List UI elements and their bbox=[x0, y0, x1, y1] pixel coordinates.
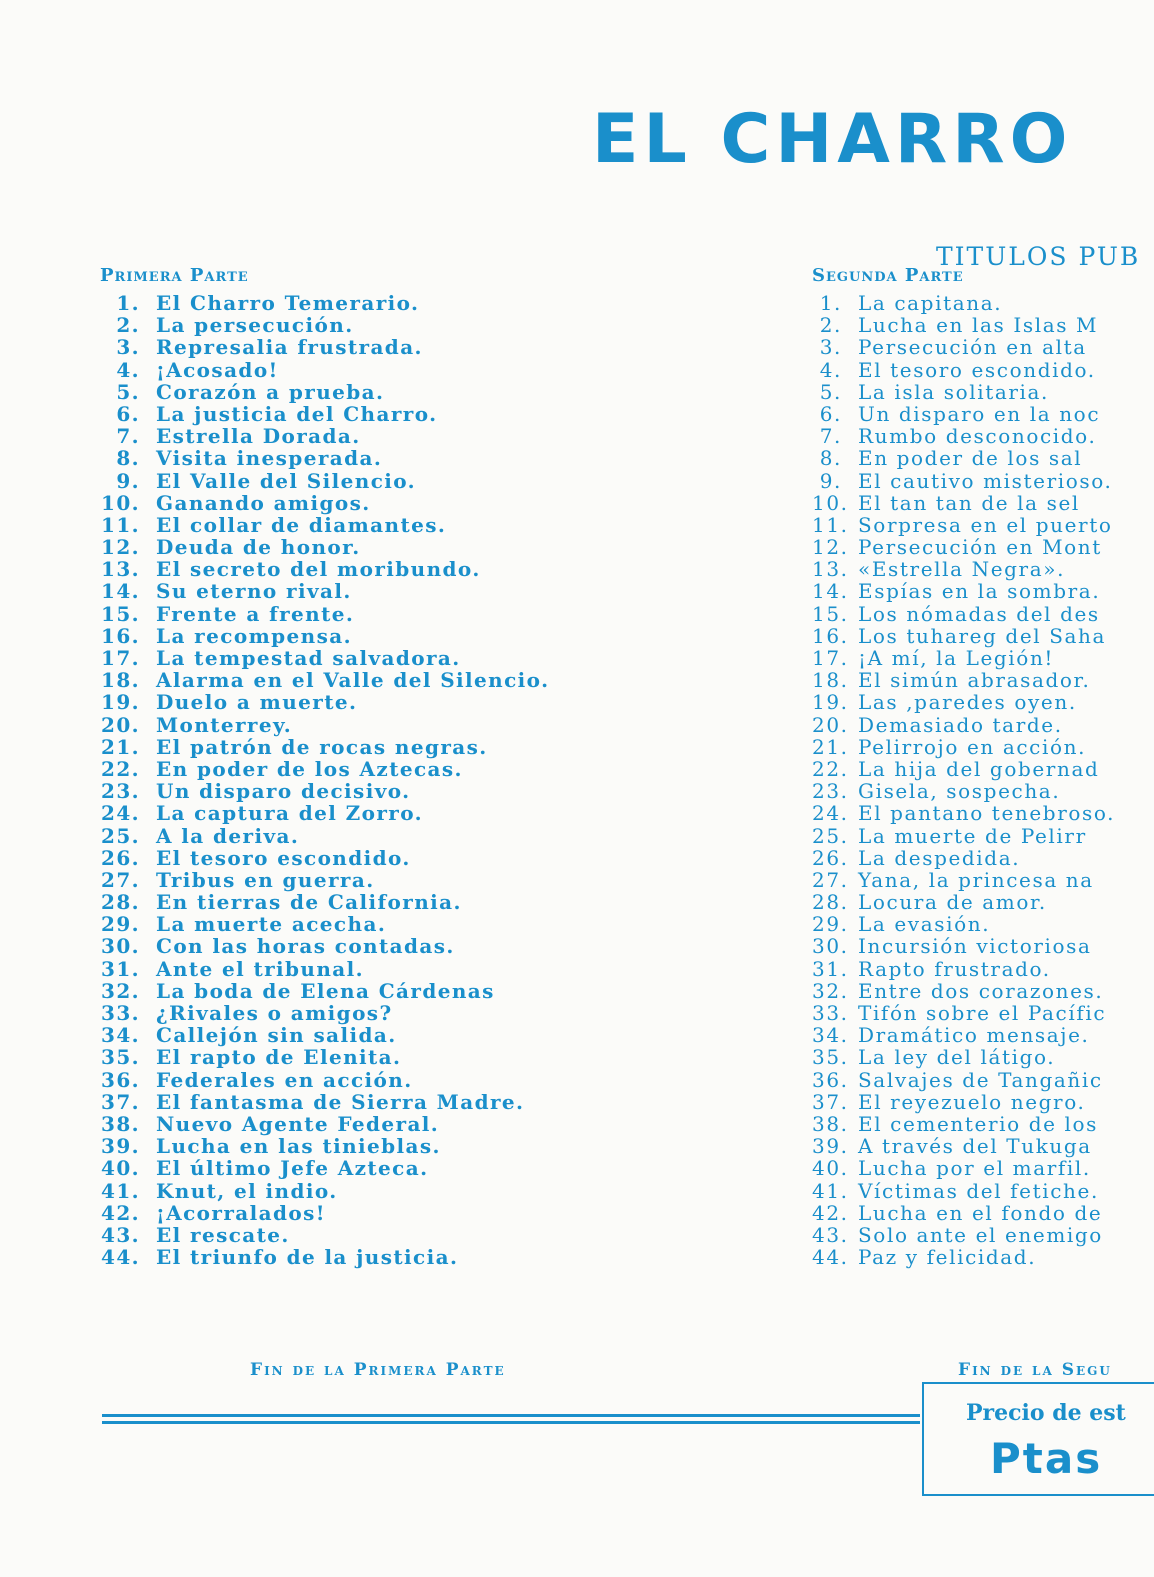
price-label: Precio de est bbox=[966, 1400, 1126, 1426]
list-item bbox=[812, 802, 1115, 824]
list-item bbox=[100, 869, 549, 891]
list-item bbox=[100, 625, 549, 647]
list-item bbox=[812, 758, 1115, 780]
item-title: El último Jefe Azteca. bbox=[156, 1156, 429, 1181]
item-number: 3. bbox=[819, 335, 842, 360]
item-title: «Estrella Negra». bbox=[858, 557, 1066, 582]
item-title: Duelo a muerte. bbox=[156, 690, 358, 715]
item-number: 24. bbox=[812, 801, 849, 826]
item-title: Rumbo desconocido. bbox=[858, 424, 1097, 449]
item-number: 42. bbox=[812, 1200, 849, 1225]
list-item bbox=[812, 292, 1115, 314]
item-title: Callejón sin salida. bbox=[156, 1023, 397, 1048]
item-number: 43. bbox=[812, 1222, 849, 1247]
list-item bbox=[100, 1069, 549, 1091]
item-number: 11. bbox=[812, 512, 849, 537]
item-title: Corazón a prueba. bbox=[156, 379, 385, 404]
item-number: 8. bbox=[116, 446, 140, 471]
item-title: La persecución. bbox=[156, 313, 354, 338]
list-item bbox=[100, 403, 549, 425]
item-number: 40. bbox=[101, 1156, 140, 1181]
segunda-parte-heading: Segunda Parte bbox=[812, 265, 964, 286]
item-title: El secreto del moribundo. bbox=[156, 557, 481, 582]
item-number: 16. bbox=[101, 623, 140, 648]
item-title: La despedida. bbox=[858, 845, 1021, 870]
list-item bbox=[100, 1113, 549, 1135]
item-title: Yana, la princesa na bbox=[858, 867, 1094, 892]
item-title: A la deriva. bbox=[156, 823, 300, 848]
list-item bbox=[100, 359, 549, 381]
item-number: 44. bbox=[812, 1245, 849, 1270]
item-number: 39. bbox=[101, 1134, 140, 1159]
item-title: El triunfo de la justicia. bbox=[156, 1245, 459, 1270]
item-title: Su eterno rival. bbox=[156, 579, 352, 604]
item-title: Espías en la sombra. bbox=[858, 579, 1101, 604]
item-title: ¡Acorralados! bbox=[156, 1200, 326, 1225]
item-number: 43. bbox=[101, 1222, 140, 1247]
list-item bbox=[100, 447, 549, 469]
item-title: Salvajes de Tangañic bbox=[858, 1067, 1103, 1092]
item-number: 5. bbox=[819, 379, 842, 404]
item-title: En poder de los sal bbox=[858, 446, 1083, 471]
list-item bbox=[812, 958, 1115, 980]
list-item bbox=[100, 647, 549, 669]
list-item bbox=[100, 1091, 549, 1113]
list-item bbox=[812, 359, 1115, 381]
item-title: Dramático mensaje. bbox=[858, 1023, 1090, 1048]
item-number: 38. bbox=[812, 1111, 849, 1136]
item-number: 16. bbox=[812, 623, 849, 648]
item-title: Lucha en las tinieblas. bbox=[156, 1134, 441, 1159]
list-item bbox=[812, 825, 1115, 847]
item-number: 36. bbox=[101, 1067, 140, 1092]
list-item bbox=[812, 514, 1115, 536]
item-title: Rapto frustrado. bbox=[858, 956, 1051, 981]
item-number: 14. bbox=[101, 579, 140, 604]
item-number: 18. bbox=[101, 668, 140, 693]
list-item bbox=[100, 558, 549, 580]
item-number: 12. bbox=[101, 535, 140, 560]
item-title: Víctimas del fetiche. bbox=[858, 1178, 1099, 1203]
item-title: Entre dos corazones. bbox=[858, 978, 1104, 1003]
item-number: 20. bbox=[101, 712, 140, 737]
list-item bbox=[100, 714, 549, 736]
item-title: Los nómadas del des bbox=[858, 601, 1100, 626]
fin-primera-parte: Fin de la Primera Parte bbox=[250, 1360, 506, 1380]
item-title: El Charro Temerario. bbox=[156, 291, 420, 315]
item-number: 8. bbox=[819, 446, 842, 471]
double-rule-divider bbox=[102, 1414, 920, 1424]
item-number: 4. bbox=[819, 357, 842, 382]
item-number: 27. bbox=[812, 867, 849, 892]
list-item bbox=[812, 1224, 1115, 1246]
item-title: El rescate. bbox=[156, 1222, 290, 1247]
list-item bbox=[100, 470, 549, 492]
item-number: 41. bbox=[812, 1178, 849, 1203]
list-item bbox=[100, 958, 549, 980]
item-title: Las ,paredes oyen. bbox=[858, 690, 1077, 715]
list-item bbox=[812, 1046, 1115, 1068]
primera-parte-column bbox=[100, 265, 549, 1268]
list-item bbox=[812, 603, 1115, 625]
list-item bbox=[100, 1224, 549, 1246]
item-number: 21. bbox=[812, 734, 849, 759]
list-item bbox=[812, 447, 1115, 469]
item-number: 15. bbox=[101, 601, 140, 626]
item-title: ¿Rivales o amigos? bbox=[156, 1001, 393, 1025]
item-title: Pelirrojo en acción. bbox=[858, 734, 1087, 759]
item-number: 37. bbox=[812, 1089, 849, 1114]
list-item bbox=[100, 536, 549, 558]
item-title: Lucha en las Islas M bbox=[858, 313, 1099, 338]
list-item bbox=[812, 336, 1115, 358]
list-item bbox=[100, 492, 549, 514]
item-number: 30. bbox=[101, 934, 140, 959]
item-number: 6. bbox=[116, 401, 140, 426]
item-number: 19. bbox=[812, 690, 849, 715]
item-title: La isla solitaria. bbox=[858, 379, 1049, 404]
item-number: 44. bbox=[101, 1245, 140, 1270]
item-title: El cautivo misterioso. bbox=[858, 468, 1113, 493]
item-title: Deuda de honor. bbox=[156, 535, 361, 560]
item-number: 28. bbox=[812, 890, 849, 915]
item-number: 10. bbox=[101, 490, 140, 515]
item-number: 7. bbox=[116, 424, 140, 449]
item-title: Solo ante el enemigo bbox=[858, 1222, 1103, 1247]
item-number: 1. bbox=[819, 291, 842, 315]
item-number: 35. bbox=[101, 1045, 140, 1070]
item-title: El reyezuelo negro. bbox=[858, 1089, 1086, 1114]
list-item bbox=[100, 381, 549, 403]
list-item bbox=[812, 1202, 1115, 1224]
item-title: El collar de diamantes. bbox=[156, 512, 447, 537]
item-number: 7. bbox=[819, 424, 842, 449]
item-number: 3. bbox=[116, 335, 140, 360]
item-number: 19. bbox=[101, 690, 140, 715]
list-item bbox=[812, 869, 1115, 891]
list-item bbox=[100, 1246, 549, 1268]
item-title: El simún abrasador. bbox=[858, 668, 1091, 693]
item-number: 33. bbox=[101, 1001, 140, 1025]
list-item bbox=[812, 980, 1115, 1002]
segunda-parte-column bbox=[812, 265, 1115, 1268]
item-title: Un disparo en la noc bbox=[858, 401, 1101, 426]
item-title: Alarma en el Valle del Silencio. bbox=[156, 668, 550, 693]
item-title: Los tuhareg del Saha bbox=[858, 623, 1107, 648]
item-number: 17. bbox=[101, 646, 140, 670]
list-item bbox=[812, 1091, 1115, 1113]
list-item bbox=[812, 669, 1115, 691]
item-title: El cementerio de los bbox=[858, 1111, 1098, 1136]
subtitle: TITULOS PUB bbox=[936, 242, 1141, 271]
item-title: Sorpresa en el puerto bbox=[858, 512, 1113, 537]
item-number: 39. bbox=[812, 1134, 849, 1159]
item-number: 13. bbox=[812, 557, 849, 582]
list-item bbox=[100, 891, 549, 913]
list-item bbox=[100, 691, 549, 713]
item-title: Incursión victoriosa bbox=[858, 934, 1092, 959]
list-item bbox=[812, 1024, 1115, 1046]
price-value: Ptas bbox=[990, 1434, 1103, 1483]
list-item bbox=[812, 470, 1115, 492]
item-number: 35. bbox=[812, 1045, 849, 1070]
list-item bbox=[812, 403, 1115, 425]
item-number: 15. bbox=[812, 601, 849, 626]
item-number: 13. bbox=[101, 557, 140, 582]
list-item bbox=[812, 558, 1115, 580]
list-item bbox=[100, 736, 549, 758]
item-number: 29. bbox=[812, 912, 849, 937]
list-item bbox=[100, 980, 549, 1002]
item-title: La tempestad salvadora. bbox=[156, 646, 461, 670]
item-number: 1. bbox=[116, 291, 140, 315]
list-item bbox=[812, 847, 1115, 869]
item-title: La capitana. bbox=[858, 291, 1003, 315]
item-number: 34. bbox=[101, 1023, 140, 1048]
item-number: 12. bbox=[812, 535, 849, 560]
item-title: El tesoro escondido. bbox=[858, 357, 1096, 382]
primera-parte-list bbox=[100, 292, 549, 1268]
list-item bbox=[812, 1180, 1115, 1202]
list-item bbox=[812, 1002, 1115, 1024]
item-title: Persecución en alta bbox=[858, 335, 1087, 360]
list-item bbox=[812, 935, 1115, 957]
item-number: 31. bbox=[812, 956, 849, 981]
item-title: En tierras de California. bbox=[156, 890, 462, 915]
item-number: 41. bbox=[101, 1178, 140, 1203]
page-title: EL CHARRO bbox=[592, 100, 1073, 179]
item-title: Gisela, sospecha. bbox=[858, 779, 1061, 804]
item-number: 24. bbox=[101, 801, 140, 826]
item-title: La muerte de Pelirr bbox=[858, 823, 1087, 848]
item-number: 40. bbox=[812, 1156, 849, 1181]
item-number: 32. bbox=[101, 978, 140, 1003]
list-item bbox=[100, 1024, 549, 1046]
item-title: La boda de Elena Cárdenas bbox=[156, 978, 495, 1003]
item-number: 9. bbox=[116, 468, 140, 493]
item-number: 23. bbox=[812, 779, 849, 804]
item-title: Visita inesperada. bbox=[156, 446, 383, 471]
item-title: La hija del gobernad bbox=[858, 756, 1100, 781]
list-item bbox=[100, 1202, 549, 1224]
item-number: 22. bbox=[101, 756, 140, 781]
item-number: 42. bbox=[101, 1200, 140, 1225]
list-item bbox=[100, 1046, 549, 1068]
item-number: 34. bbox=[812, 1023, 849, 1048]
item-number: 11. bbox=[101, 512, 140, 537]
item-number: 2. bbox=[819, 313, 842, 338]
list-item bbox=[100, 514, 549, 536]
item-title: Paz y felicidad. bbox=[858, 1245, 1037, 1270]
item-number: 28. bbox=[101, 890, 140, 915]
item-title: La recompensa. bbox=[156, 623, 352, 648]
item-number: 37. bbox=[101, 1089, 140, 1114]
list-item bbox=[100, 292, 549, 314]
list-item bbox=[100, 1157, 549, 1179]
item-title: Monterrey. bbox=[156, 712, 293, 737]
item-title: La ley del látigo. bbox=[858, 1045, 1056, 1070]
list-item bbox=[812, 647, 1115, 669]
item-title: El pantano tenebroso. bbox=[858, 801, 1116, 826]
item-title: ¡Acosado! bbox=[156, 357, 279, 382]
segunda-parte-list bbox=[812, 292, 1115, 1268]
list-item bbox=[812, 714, 1115, 736]
item-title: El tesoro escondido. bbox=[156, 845, 411, 870]
item-number: 36. bbox=[812, 1067, 849, 1092]
list-item bbox=[100, 603, 549, 625]
list-item bbox=[100, 669, 549, 691]
item-title: El Valle del Silencio. bbox=[156, 468, 417, 493]
item-number: 22. bbox=[812, 756, 849, 781]
item-title: En poder de los Aztecas. bbox=[156, 756, 463, 781]
item-title: Ganando amigos. bbox=[156, 490, 371, 515]
item-number: 5. bbox=[116, 379, 140, 404]
list-item bbox=[812, 1157, 1115, 1179]
list-item bbox=[100, 825, 549, 847]
item-number: 6. bbox=[819, 401, 842, 426]
item-title: Federales en acción. bbox=[156, 1067, 413, 1092]
item-number: 20. bbox=[812, 712, 849, 737]
item-title: Lucha en el fondo de bbox=[858, 1200, 1103, 1225]
item-number: 4. bbox=[116, 357, 140, 382]
list-item bbox=[812, 891, 1115, 913]
list-item bbox=[100, 425, 549, 447]
item-number: 25. bbox=[812, 823, 849, 848]
list-item bbox=[812, 1069, 1115, 1091]
item-title: Persecución en Mont bbox=[858, 535, 1102, 560]
item-title: Un disparo decisivo. bbox=[156, 779, 411, 804]
list-item bbox=[812, 536, 1115, 558]
item-title: La captura del Zorro. bbox=[156, 801, 423, 826]
list-item bbox=[100, 913, 549, 935]
item-number: 18. bbox=[812, 668, 849, 693]
list-item bbox=[812, 1113, 1115, 1135]
list-item bbox=[812, 1135, 1115, 1157]
item-number: 31. bbox=[101, 956, 140, 981]
item-title: Nuevo Agente Federal. bbox=[156, 1111, 440, 1136]
item-title: ¡A mí, la Legión! bbox=[858, 646, 1055, 670]
list-item bbox=[100, 314, 549, 336]
item-title: Lucha por el marfil. bbox=[858, 1156, 1091, 1181]
list-item bbox=[812, 492, 1115, 514]
item-number: 9. bbox=[819, 468, 842, 493]
list-item bbox=[812, 580, 1115, 602]
list-item bbox=[100, 847, 549, 869]
list-item bbox=[100, 336, 549, 358]
list-item bbox=[100, 802, 549, 824]
item-number: 32. bbox=[812, 978, 849, 1003]
item-number: 17. bbox=[812, 646, 849, 670]
list-item bbox=[812, 381, 1115, 403]
item-number: 27. bbox=[101, 867, 140, 892]
item-title: La muerte acecha. bbox=[156, 912, 387, 937]
item-title: Locura de amor. bbox=[858, 890, 1047, 915]
list-item bbox=[812, 425, 1115, 447]
item-number: 29. bbox=[101, 912, 140, 937]
item-number: 38. bbox=[101, 1111, 140, 1136]
price-box bbox=[922, 1382, 1154, 1496]
item-number: 26. bbox=[101, 845, 140, 870]
item-title: El tan tan de la sel bbox=[858, 490, 1080, 515]
item-number: 23. bbox=[101, 779, 140, 804]
item-title: La evasión. bbox=[858, 912, 991, 937]
list-item bbox=[100, 758, 549, 780]
item-number: 33. bbox=[812, 1001, 849, 1025]
list-item bbox=[812, 780, 1115, 802]
item-title: El fantasma de Sierra Madre. bbox=[156, 1089, 525, 1114]
item-number: 10. bbox=[812, 490, 849, 515]
list-item bbox=[812, 1246, 1115, 1268]
list-item bbox=[100, 935, 549, 957]
item-number: 25. bbox=[101, 823, 140, 848]
item-number: 26. bbox=[812, 845, 849, 870]
list-item bbox=[812, 625, 1115, 647]
item-number: 14. bbox=[812, 579, 849, 604]
list-item bbox=[100, 580, 549, 602]
list-item bbox=[812, 691, 1115, 713]
list-item bbox=[100, 780, 549, 802]
item-number: 21. bbox=[101, 734, 140, 759]
item-title: Tifón sobre el Pacífic bbox=[858, 1001, 1107, 1025]
item-title: A través del Tukuga bbox=[858, 1134, 1092, 1159]
item-title: Knut, el indio. bbox=[156, 1178, 338, 1203]
list-item bbox=[100, 1180, 549, 1202]
item-number: 30. bbox=[812, 934, 849, 959]
item-title: Tribus en guerra. bbox=[156, 867, 375, 892]
item-title: Demasiado tarde. bbox=[858, 712, 1063, 737]
item-title: La justicia del Charro. bbox=[156, 401, 438, 426]
item-number: 2. bbox=[116, 313, 140, 338]
item-title: Con las horas contadas. bbox=[156, 934, 455, 959]
item-title: El rapto de Elenita. bbox=[156, 1045, 402, 1070]
item-title: El patrón de rocas negras. bbox=[156, 734, 488, 759]
fin-segunda-parte: Fin de la Segu bbox=[958, 1360, 1112, 1380]
primera-parte-heading: Primera Parte bbox=[100, 265, 249, 286]
list-item bbox=[100, 1002, 549, 1024]
list-item bbox=[812, 314, 1115, 336]
list-item bbox=[100, 1135, 549, 1157]
list-item bbox=[812, 736, 1115, 758]
item-title: Frente a frente. bbox=[156, 601, 355, 626]
item-title: Estrella Dorada. bbox=[156, 424, 361, 449]
item-title: Represalia frustrada. bbox=[156, 335, 423, 360]
item-title: Ante el tribunal. bbox=[156, 956, 365, 981]
list-item bbox=[812, 913, 1115, 935]
